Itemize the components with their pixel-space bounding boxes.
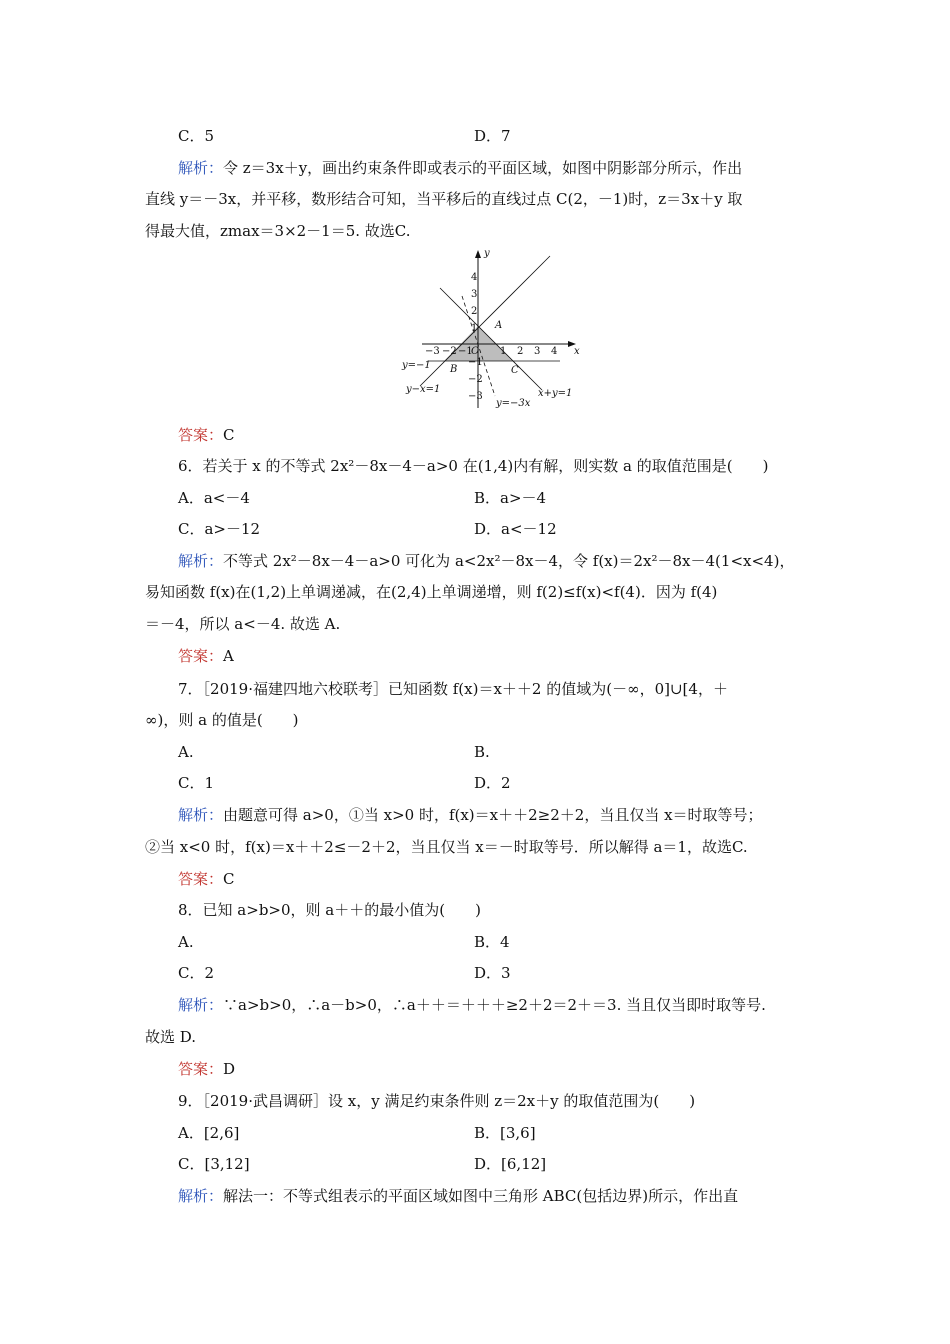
q6-analysis-line-3: ＝－4，所以 a<－4. 故选 A. — [145, 615, 341, 633]
answer-label: 答案： — [178, 426, 224, 444]
analysis-label: 解析： — [178, 1187, 224, 1205]
answer-label: 答案： — [178, 1060, 224, 1078]
y-axis-label: y — [484, 248, 490, 259]
y-tick: 4 — [471, 272, 478, 283]
q7-option-c: C．1 — [178, 774, 215, 792]
origin-label: O — [471, 346, 480, 357]
q9-option-d: D．[6,12] — [474, 1155, 547, 1173]
y-tick: −1 — [468, 357, 483, 368]
analysis-text: 不等式 2x²－8x－4－a>0 可化为 a<2x²－8x－4，令 f(x)＝2x²－8x－4(1<x<4)， — [223, 552, 795, 570]
q6-answer — [178, 646, 234, 666]
answer-value: D — [223, 1060, 236, 1078]
y-tick: 3 — [471, 289, 478, 300]
x-axis-label: x — [574, 346, 580, 357]
q9-option-b: B．[3,6] — [474, 1124, 536, 1142]
q6-analysis-line-2: 易知函数 f(x)在(1,2)上单调递减，在(2,4)上单调递增，则 f(2)≤f(x)<f(4)．因为 f(4) — [145, 583, 718, 601]
q8-option-b: B．4 — [474, 933, 510, 951]
feasible-region-graph — [400, 246, 580, 410]
q9-option-c: C．[3,12] — [178, 1155, 250, 1173]
point-c-label: C — [511, 365, 519, 376]
point-b-label: B — [450, 364, 458, 375]
q5-answer — [178, 425, 235, 445]
answer-value: A — [223, 647, 234, 665]
q5-analysis-line-3: 得最大值，zmax＝3×2－1＝5. 故选C. — [145, 222, 411, 240]
line-label-y-minus-x: y−x=1 — [406, 384, 441, 395]
q5-analysis-line-2: 直线 y＝－3x，并平移，数形结合可知，当平移后的直线过点 C(2，－1)时，z＝3x＋y 取 — [145, 190, 743, 208]
q8-option-a: A. — [178, 933, 194, 951]
point-a-label: A — [495, 320, 503, 331]
q5-option-c: C．5 — [178, 127, 215, 145]
answer-label: 答案： — [178, 647, 224, 665]
analysis-label: 解析： — [178, 159, 224, 177]
q6-option-b: B．a>－4 — [474, 489, 547, 507]
analysis-label: 解析： — [178, 806, 224, 824]
q6-option-d: D．a<－12 — [474, 520, 557, 538]
q8-answer — [178, 1059, 235, 1079]
q6-analysis-line-1 — [178, 551, 794, 571]
q7-stem-line-2: ∞)，则 a 的值是( ) — [145, 711, 299, 729]
x-tick: −1 — [458, 346, 473, 357]
q5-analysis-line-1 — [178, 158, 742, 178]
q7-option-d: D．2 — [474, 774, 511, 792]
q7-option-b: B. — [474, 743, 490, 761]
x-tick: −2 — [442, 346, 457, 357]
analysis-label: 解析： — [178, 552, 224, 570]
q8-option-c: C．2 — [178, 964, 215, 982]
q8-analysis-line-1 — [178, 995, 766, 1015]
answer-value: C — [223, 426, 235, 444]
q7-stem-line-1: 7．［2019·福建四地六校联考］已知函数 f(x)＝x＋＋2 的值域为(－∞，0]∪[4，＋ — [178, 680, 728, 698]
y-axis-arrow — [475, 250, 481, 258]
q6-stem: 6．若关于 x 的不等式 2x²－8x－4－a>0 在(1,4)内有解，则实数 a 的取值范围是( ) — [178, 457, 769, 475]
q7-analysis-line-2: ②当 x<0 时，f(x)＝x＋＋2≤－2＋2，当且仅当 x＝－时取等号．所以解得 a＝1，故选C. — [145, 838, 748, 856]
y-tick: −3 — [468, 391, 483, 402]
x-tick: −3 — [425, 346, 440, 357]
q7-option-a: A. — [178, 743, 194, 761]
analysis-text: 由题意可得 a>0，①当 x>0 时，f(x)＝x＋＋2≥2＋2，当且仅当 x＝时取等号； — [223, 806, 763, 824]
q7-analysis-line-1 — [178, 805, 763, 825]
q5-option-d: D．7 — [474, 127, 511, 145]
x-tick: 3 — [534, 346, 541, 357]
x-tick: 2 — [517, 346, 524, 357]
q6-option-c: C．a>－12 — [178, 520, 261, 538]
q9-option-a: A．[2,6] — [178, 1124, 240, 1142]
q8-option-d: D．3 — [474, 964, 511, 982]
line-label-y-eq-minus-1: y=−1 — [402, 360, 431, 371]
y-tick: −2 — [468, 374, 483, 385]
line-label-x-plus-y: x+y=1 — [538, 388, 573, 399]
analysis-label: 解析： — [178, 996, 224, 1014]
x-tick: 4 — [551, 346, 558, 357]
q9-analysis-line-1 — [178, 1186, 738, 1206]
q9-stem: 9．［2019·武昌调研］设 x，y 满足约束条件则 z＝2x＋y 的取值范围为( ) — [178, 1092, 696, 1110]
answer-value: C — [223, 870, 235, 888]
y-tick: 2 — [471, 306, 478, 317]
analysis-text: 令 z＝3x＋y，画出约束条件即或表示的平面区域，如图中阴影部分所示，作出 — [223, 159, 743, 177]
q6-option-a: A．a<－4 — [178, 489, 250, 507]
answer-label: 答案： — [178, 870, 224, 888]
q8-stem: 8．已知 a>b>0，则 a＋＋的最小值为( ) — [178, 901, 481, 919]
analysis-text: ∵a>b>0，∴a－b>0，∴a＋＋＝＋＋＋≥2＋2＝2＋＝3. 当且仅当即时取等号. — [223, 996, 766, 1014]
line-y-minus-x-eq-1 — [420, 256, 550, 386]
analysis-text: 解法一：不等式组表示的平面区域如图中三角形 ABC(包括边界)所示，作出直 — [223, 1187, 739, 1205]
q8-analysis-line-2: 故选 D. — [145, 1028, 197, 1046]
y-tick: 1 — [471, 323, 478, 334]
line-label-y-eq-minus-3x: y=−3x — [496, 398, 531, 409]
q7-answer — [178, 869, 235, 889]
x-tick: 1 — [500, 346, 507, 357]
